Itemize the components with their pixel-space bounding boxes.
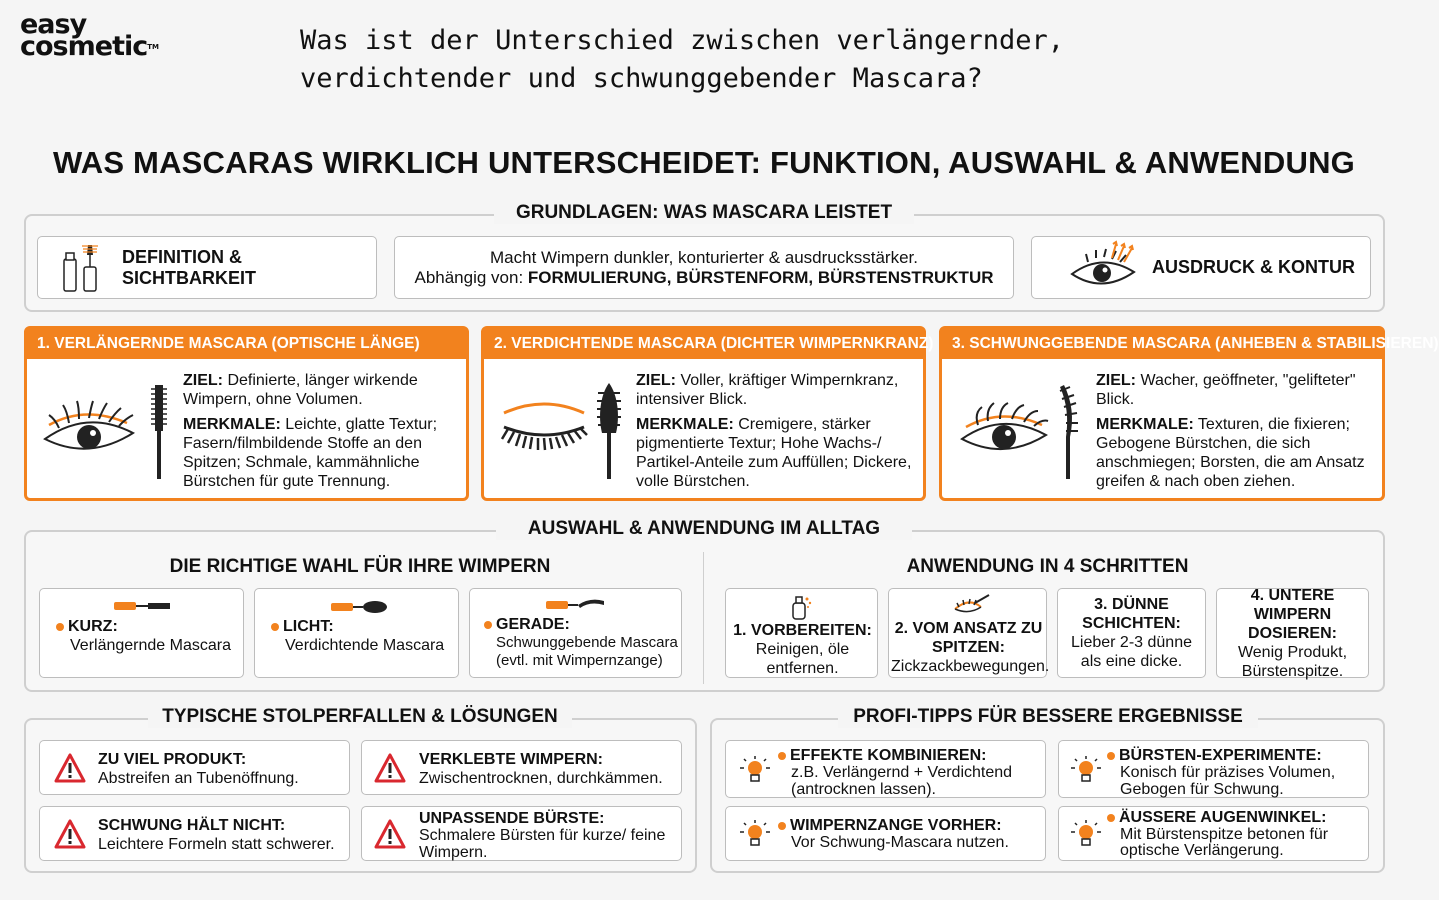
grundlagen-factors: FORMULIERUNG, BÜRSTENFORM, BÜRSTENSTRUKTUR: [527, 267, 994, 287]
pitfall-label: VERKLEBTE WIMPERN:: [419, 751, 603, 768]
type-card-volumizing: [481, 326, 934, 501]
type-text: [1096, 371, 1378, 491]
pitfall-card-2: [361, 740, 682, 795]
brand-logo: [20, 9, 159, 62]
closed-eye-lashes-icon: [498, 399, 590, 456]
features-label: MERKMALE:: [183, 416, 281, 433]
ausdruck-card: [1031, 236, 1371, 299]
wahl-value: Verlängernde Mascara: [70, 637, 231, 654]
tip-label: ÄUSSERE AUGENWINKEL:: [1119, 809, 1327, 826]
question-line-1: Was ist der Unterschied zwischen verlängernder,: [300, 25, 1065, 56]
tips-title: PROFI-TIPPS FÜR BESSERE ERGEBNISSE: [838, 706, 1258, 728]
bullet-dot: [778, 752, 786, 760]
eye-curled-lashes-icon: [956, 399, 1052, 464]
bullet-dot: [1107, 814, 1115, 822]
type-features: [1096, 415, 1378, 491]
pitfall-card-1: [39, 740, 350, 795]
ausdruck-label: AUSDRUCK & KONTUR: [1152, 257, 1355, 277]
step-text: [728, 621, 877, 678]
grundlagen-description-card: [394, 236, 1014, 299]
wahl-card-kurz: [39, 588, 244, 678]
steps-title: ANWENDUNG IN 4 SCHRITTEN: [906, 556, 1189, 577]
pitfalls-title: TYPISCHE STOLPERFALLEN & LÖSUNGEN: [148, 706, 572, 728]
trademark: TM: [147, 43, 159, 51]
logo-line-2: [20, 31, 159, 62]
pitfall-card-4: [361, 806, 682, 861]
tip-text: [778, 747, 1043, 798]
type-header: 3. SCHWUNGGEBENDE MASCARA (ANHEBEN & STABILISIEREN): [942, 329, 1382, 359]
goal-label: ZIEL:: [636, 372, 676, 389]
features-text: Cremigere, stärker pigmentierte Textur; Hohe Wachs-/ Partikel-Anteile zum Auffüllen; Dickere, volle Bürstchen.: [636, 416, 912, 490]
tip-text: [1107, 810, 1367, 860]
features-label: MERKMALE:: [1096, 416, 1194, 433]
wahl-value: Schwunggebende Mascara (evtl. mit Wimpernzange): [496, 634, 678, 669]
step-text: [891, 619, 1050, 676]
warning-icon: [54, 819, 86, 854]
step-value: Zickzackbewegungen.: [891, 658, 1050, 675]
pitfall-label: ZU VIEL PRODUKT:: [98, 751, 247, 768]
wahl-label: GERADE:: [496, 616, 570, 633]
tip-text: [1107, 747, 1367, 798]
tip-label-row: [1107, 747, 1367, 764]
logo-word: cosmetic: [20, 31, 148, 62]
grundlagen-line-2: [395, 268, 1013, 288]
step-card-1: [725, 588, 878, 678]
step-label: 4. UNTERE WIMPERN DOSIEREN:: [1248, 586, 1337, 642]
step-label: 1. VORBEREITEN:: [733, 622, 872, 639]
tip-label: WIMPERNZANGE VORHER:: [790, 817, 1002, 834]
tip-card-1: [725, 740, 1046, 798]
step-label: 2. VOM ANSATZ ZU SPITZEN:: [894, 620, 1043, 656]
wahl-label: LICHT:: [283, 618, 334, 635]
type-header: 1. VERLÄNGERNDE MASCARA (OPTISCHE LÄNGE): [27, 329, 466, 359]
mascara-tube-icon: [58, 243, 104, 293]
tip-value: Vor Schwung-Mascara nutzen.: [791, 834, 1009, 851]
type-text: [183, 371, 459, 491]
wahl-label-row: [56, 617, 241, 636]
tip-card-2: [1058, 740, 1369, 798]
tip-label-row: [778, 817, 1043, 834]
type-header: 2. VERDICHTENDE MASCARA (DICHTER WIMPERNKRANZ): [484, 329, 923, 359]
tip-card-4: [1058, 806, 1369, 861]
goal-text: Wacher, geöffneter, "gelifteter" Blick.: [1096, 372, 1356, 408]
type-goal: [1096, 371, 1378, 409]
pitfall-text: [98, 816, 348, 854]
pitfall-text: [419, 750, 681, 788]
tip-value: z.B. Verlängernd + Verdichtend (antrocknen lassen).: [791, 764, 1013, 798]
pitfall-label: SCHWUNG HÄLT NICHT:: [98, 817, 286, 834]
eye-lashes-icon: [1068, 242, 1140, 294]
features-label: MERKMALE:: [636, 416, 734, 433]
step-value: Wenig Produkt, Bürstenspitze.: [1237, 643, 1348, 680]
mascara-wand-small-icon: [114, 599, 172, 618]
type-card-lengthening: [24, 326, 469, 501]
definition-label: DEFINITION & SICHTBARKEIT: [122, 246, 256, 288]
bullet-dot: [778, 822, 786, 830]
pitfall-solution: Abstreifen an Tubenöffnung.: [98, 770, 299, 787]
tip-label: BÜRSTEN-EXPERIMENTE:: [1119, 747, 1322, 764]
pitfall-solution: Leichtere Formeln statt schwerer.: [98, 836, 335, 853]
wahl-card-gerade: [469, 588, 682, 678]
lightbulb-icon: [1069, 819, 1103, 856]
bullet-dot: [271, 623, 279, 631]
type-goal: [183, 371, 459, 409]
eye-long-lashes-icon: [39, 399, 139, 464]
wahl-text: [484, 615, 680, 670]
type-features: [636, 415, 918, 491]
pitfall-text: [419, 810, 681, 861]
warning-icon: [54, 753, 86, 788]
lightbulb-icon: [1069, 755, 1103, 792]
mascara-wand-thick-icon: [596, 381, 622, 486]
step-value: Reinigen, öle entfernen.: [755, 641, 850, 677]
type-card-curling: [939, 326, 1439, 501]
type-text: [636, 371, 918, 491]
main-title: WAS MASCARAS WIRKLICH UNTERSCHEIDET: FUNKTION, AUSWAHL & ANWENDUNG: [53, 145, 1355, 180]
step-label: 3. DÜNNE SCHICHTEN:: [1082, 596, 1181, 632]
tip-value: Mit Bürstenspitze betonen für optische Verlängerung.: [1120, 825, 1329, 859]
mascara-wand-curved-icon: [1056, 381, 1082, 486]
lightbulb-icon: [738, 819, 772, 856]
step-card-3: [1057, 588, 1206, 678]
pitfall-label: UNPASSENDE BÜRSTE:: [419, 810, 605, 827]
section-divider: [703, 552, 704, 684]
wahl-card-licht: [254, 588, 459, 678]
wahl-label-row: [271, 617, 456, 636]
step-card-2: [888, 588, 1050, 678]
eye-wand-icon: [951, 593, 991, 620]
definition-card: [37, 236, 377, 299]
grundlagen-prefix: Abhängig von:: [414, 267, 528, 287]
question-line-2: verdichtender und schwunggebender Mascara?: [300, 63, 983, 94]
wahl-title: DIE RICHTIGE WAHL FÜR IHRE WIMPERN: [169, 556, 551, 577]
features-text: Texturen, die fixieren; Gebogene Bürstchen, die sich anschmiegen; Borsten, die am Ansatz greifen & nach oben ziehen.: [1096, 416, 1365, 490]
goal-text: Definierte, länger wirkende Wimpern, ohne Volumen.: [183, 372, 418, 408]
wahl-value: Verdichtende Mascara: [285, 637, 445, 654]
features-text: Leichte, glatte Textur; Fasern/filmbildende Stoffe an den Spitzen; Schmale, kammähnliche Bürstchen für gute Trennung.: [183, 416, 438, 490]
warning-icon: [374, 753, 406, 788]
tip-text: [778, 817, 1043, 851]
wahl-label-row: [484, 615, 680, 634]
auswahl-title: AUSWAHL & ANWENDUNG IM ALLTAG: [496, 518, 912, 540]
page-question: [300, 22, 1200, 98]
pitfall-solution: Schmalere Bürsten für kurze/ feine Wimpern.: [419, 827, 666, 861]
goal-label: ZIEL:: [183, 372, 223, 389]
tip-label-row: [1107, 810, 1367, 827]
goal-label: ZIEL:: [1096, 372, 1136, 389]
logo-line-1: easy: [20, 9, 87, 40]
mascara-wand-thin-icon: [149, 381, 169, 486]
wahl-label: KURZ:: [68, 618, 118, 635]
tip-label: EFFEKTE KOMBINIEREN:: [790, 747, 987, 764]
tip-label-row: [778, 747, 1043, 764]
pitfall-solution: Zwischentrocknen, durchkämmen.: [419, 770, 663, 787]
warning-icon: [374, 819, 406, 854]
wahl-text: [56, 617, 241, 655]
tip-card-3: [725, 806, 1046, 861]
bullet-dot: [484, 621, 492, 629]
step-value: Lieber 2-3 dünne als eine dicke.: [1071, 634, 1192, 670]
type-features: [183, 415, 459, 491]
type-goal: [636, 371, 918, 409]
grundlagen-line-1: Macht Wimpern dunkler, konturierter & ausdrucksstärker.: [490, 247, 918, 267]
goal-text: Voller, kräftiger Wimpernkranz, intensiver Blick.: [636, 372, 899, 408]
grundlagen-title: GRUNDLAGEN: WAS MASCARA LEISTET: [494, 202, 914, 224]
step-card-4: [1216, 588, 1369, 678]
tip-value: Konisch für präzises Volumen, Gebogen für Schwung.: [1120, 764, 1336, 798]
bullet-dot: [1107, 752, 1115, 760]
pitfall-card-3: [39, 806, 350, 861]
bullet-dot: [56, 623, 64, 631]
pitfall-text: [98, 750, 348, 788]
lightbulb-icon: [738, 755, 772, 792]
wahl-text: [271, 617, 456, 655]
